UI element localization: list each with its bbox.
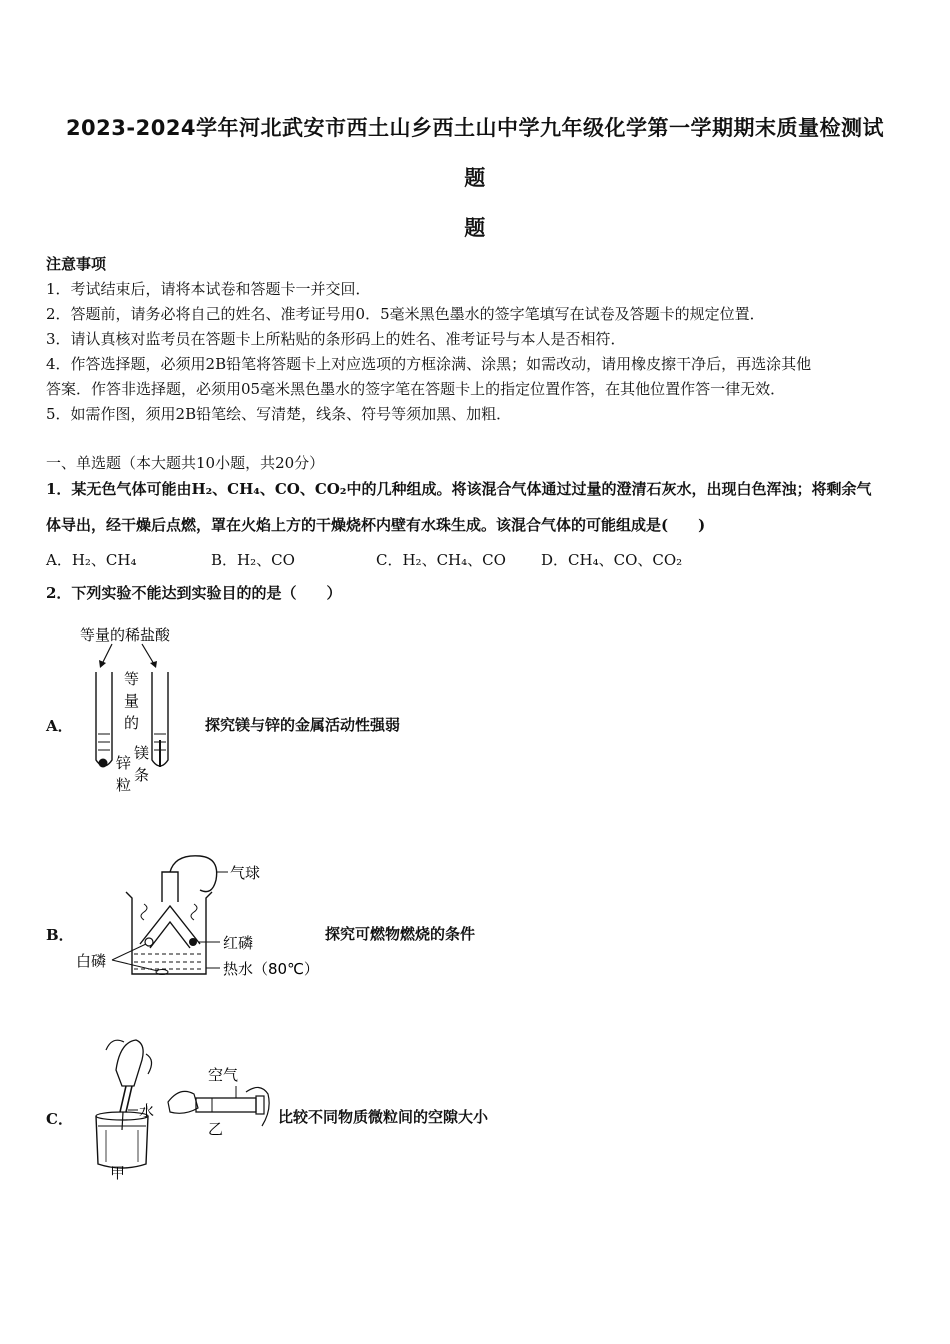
fig-a-acid-label: 等量的稀盐酸	[80, 626, 171, 644]
fig-b-red-phosphorus: 红磷	[223, 934, 254, 952]
figure-c-syringes	[76, 1030, 276, 1180]
q2-option-c-label[interactable]: C．	[46, 1110, 73, 1128]
q2-option-a-desc: 探究镁与锌的金属活动性强弱	[205, 716, 401, 734]
q2-stem: 2．下列实验不能达到实验目的的是（ ）	[46, 584, 342, 602]
section-heading: 一、单选题（本大题共10小题，共20分）	[46, 454, 325, 472]
fig-a-mid-1: 等	[124, 670, 140, 688]
page-title-continued: 题	[464, 166, 486, 190]
fig-b-balloon-label: 气球	[230, 864, 261, 882]
fig-c-water-label: 水	[139, 1102, 155, 1120]
fig-a-mid-3: 的	[124, 714, 140, 732]
notice-item-2: 2．答题前，请务必将自己的姓名、准考证号用0．5毫米黑色墨水的签字笔填写在试卷及答题卡的规定位置．	[46, 305, 765, 323]
notice-item-3: 3．请认真核对监考员在答题卡上所粘贴的条形码上的姓名、准考证号与本人是否相符．	[46, 330, 626, 348]
page-title-repeat: 题	[464, 216, 486, 240]
page-title: 2023-2024学年河北武安市西土山乡西土山中学九年级化学第一学期期末质量检测试	[65, 116, 885, 140]
fig-a-mid-2: 量	[124, 692, 140, 710]
notice-item-4: 4．作答选择题，必须用2B铅笔将答题卡上对应选项的方框涂满、涂黑；如需改动，请用橡皮擦干净后，再选涂其他	[46, 355, 812, 373]
q1-option-d[interactable]: D．CH₄、CO、CO₂	[541, 551, 683, 569]
fig-c-yi-label: 乙	[208, 1120, 224, 1138]
q2-option-b-label[interactable]: B．	[46, 926, 74, 944]
fig-b-hot-water: 热水（80℃）	[223, 960, 319, 978]
notice-heading: 注意事项	[46, 255, 107, 273]
notice-item-1: 1．考试结束后，请将本试卷和答题卡一并交回．	[46, 280, 371, 298]
q1-stem-line1: 1．某无色气体可能由H₂、CH₄、CO、CO₂中的几种组成。将该混合气体通过过量的澄清石灰水，出现白色浑浊；将剩余气	[46, 480, 872, 498]
fig-a-mg-1: 镁	[134, 744, 150, 762]
q1-option-c[interactable]: C．H₂、CH₄、CO	[376, 551, 506, 569]
fig-b-white-phosphorus: 白磷	[76, 952, 107, 970]
fig-a-zinc-1: 锌	[116, 754, 132, 772]
q2-option-a-label[interactable]: A．	[46, 717, 73, 735]
fig-a-zinc-2: 粒	[116, 776, 132, 794]
fig-c-jia-label: 甲	[110, 1164, 126, 1180]
fig-a-mg-2: 条	[134, 766, 150, 784]
figure-b-beaker	[70, 850, 330, 990]
figure-a-test-tubes	[70, 622, 200, 797]
q1-stem-line2: 体导出，经干燥后点燃，罩在火焰上方的干燥烧杯内壁有水珠生成。该混合气体的可能组成是( )	[46, 516, 706, 534]
q2-option-b-desc: 探究可燃物燃烧的条件	[325, 925, 476, 943]
q1-option-b[interactable]: B．H₂、CO	[211, 551, 295, 569]
notice-item-5: 5．如需作图，须用2B铅笔绘、写清楚，线条、符号等须加黑、加粗．	[46, 405, 512, 423]
fig-c-air-label: 空气	[208, 1066, 239, 1084]
q1-options	[46, 549, 741, 570]
q2-option-c-desc: 比较不同物质微粒间的空隙大小	[278, 1108, 489, 1126]
q1-option-a[interactable]: A．H₂、CH₄	[46, 551, 137, 569]
notice-item-4-continued: 答案．作答非选择题，必须用05毫米黑色墨水的签字笔在答题卡上的指定位置作答，在其他位置作答一律无效．	[46, 380, 786, 398]
